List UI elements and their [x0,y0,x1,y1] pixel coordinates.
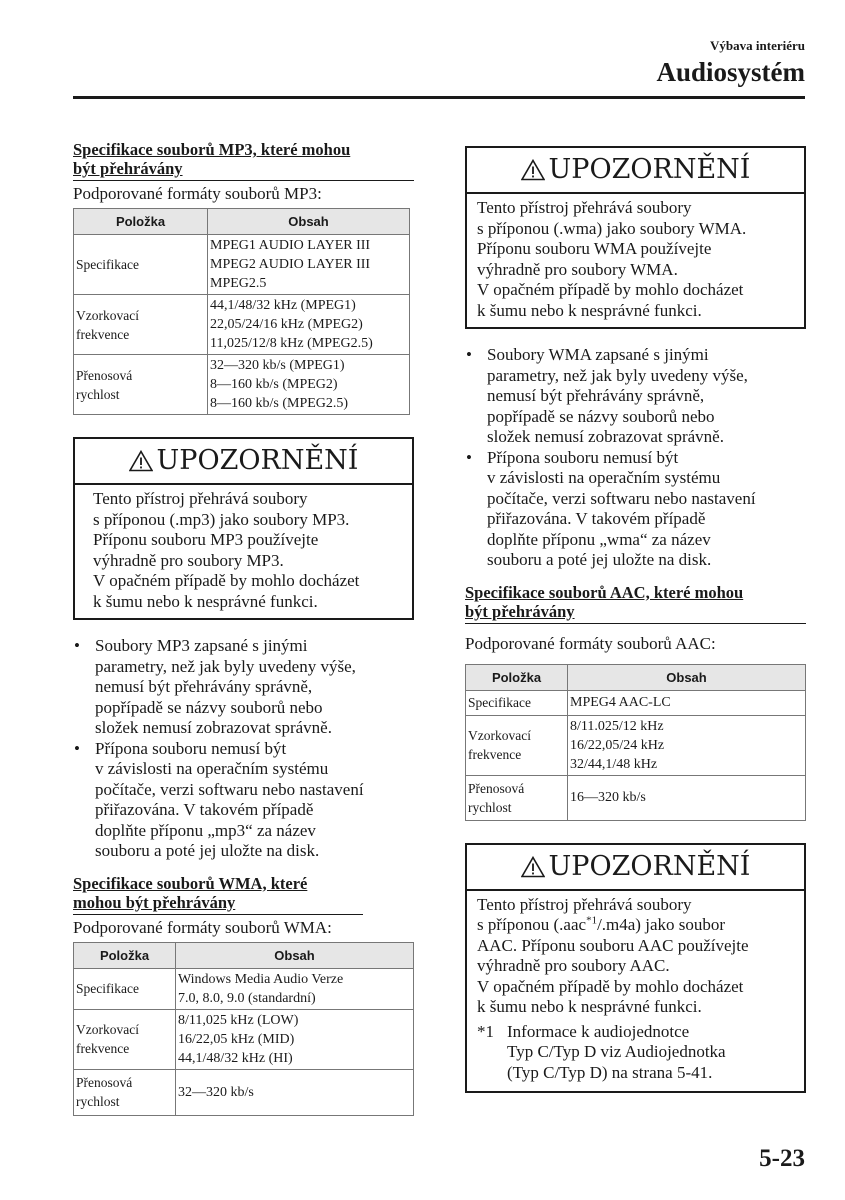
caution-line: Tento přístroj přehrává soubory [477,198,692,217]
row-label: Specifikace [74,968,176,1009]
bullet-dot-icon: • [74,636,80,655]
caution-line: výhradně pro soubory AAC. [477,956,670,975]
caution-title: UPOZORNĚNÍ [548,850,751,882]
row-label-line: Vzorkovací [468,728,531,743]
caution-line: Příponu souboru WMA používejte [477,239,712,258]
list-item-line: Soubory WMA zapsané s jinými [487,345,709,364]
column-header-item: Položka [74,209,208,235]
row-value: MPEG1 AUDIO LAYER III [210,238,371,253]
caution-line: výhradně pro soubory WMA. [477,259,678,279]
caution-line: V opačném případě by mohlo docházet [477,976,744,996]
row-values [208,295,410,355]
row-value: 7.0, 8.0, 9.0 (standardní) [178,990,316,1006]
row-value: MPEG2 AUDIO LAYER III [210,257,371,272]
row-value: 16/22,05/24 kHz [570,737,665,753]
column-header-content: Obsah [568,664,806,690]
table-row [466,715,806,775]
row-value: 8—160 kb/s (MPEG2.5) [210,396,349,411]
row-label-line: Vzorkovací [76,307,139,323]
table-row [466,690,806,715]
table-header-row [74,209,410,235]
caution-title: UPOZORNĚNÍ [548,154,751,185]
caution-line: výhradně pro soubory MP3. [93,550,284,570]
mp3-spec-table [73,208,410,415]
aac-caution-box [465,843,806,1094]
row-value: 22,05/24/16 kHz (MPEG2) [210,317,363,332]
row-label [466,715,568,775]
header-divider [73,96,805,99]
list-item-line: nemusí být přehrávány správně, [95,677,313,696]
table-row [74,355,410,415]
caution-line: k šumu nebo k nesprávné funkci. [477,300,702,320]
wma-heading-line1: Specifikace souborů WMA, které [73,873,308,893]
list-item [465,448,806,571]
caution-line-part: /.m4a) jako soubor [597,915,726,934]
list-item-line: v závislosti na operačním systému [95,759,329,778]
caution-line: k šumu nebo k nesprávné funkci. [93,591,318,611]
caution-line: s příponou (.wma) jako soubory WMA. [477,218,747,238]
column-header-content: Obsah [176,942,414,968]
footnote-line: (Typ C/Typ D) na strana 5-41. [507,1062,713,1082]
footnote [477,1022,796,1084]
caution-title: UPOZORNĚNÍ [156,445,359,476]
list-item-line: nemusí být přehrávány správně, [487,386,705,405]
column-header-item: Položka [74,942,176,968]
row-label [74,295,208,355]
list-item-line: doplňte příponu „wma“ za název [487,529,711,549]
caution-line: s příponou (.mp3) jako soubory MP3. [93,509,350,529]
row-value: 8—160 kb/s (MPEG2) [210,377,338,392]
list-item [73,739,414,862]
row-label-line: Přenosová [76,367,133,383]
row-value: 44,1/48/32 kHz (HI) [178,1050,293,1066]
row-value: 11,025/12/8 kHz (MPEG2.5) [210,336,373,351]
mp3-caution-box [73,437,414,620]
warning-triangle-icon [521,856,545,878]
caution-line [477,915,796,936]
list-item-line: v závislosti na operačním systému [487,468,721,487]
table-header-row [74,942,414,968]
warning-triangle-icon [521,159,545,181]
caution-line: Tento přístroj přehrává soubory [93,489,308,508]
list-item-line: přiřazována. V takovém případě [487,509,706,528]
row-value: 32/44,1/48 kHz [570,756,658,772]
footnote-line: Typ C/Typ D viz Audiojednotka [507,1042,726,1061]
row-value: 32—320 kb/s [178,1084,254,1100]
aac-heading-line1: Specifikace souborů AAC, které mohou [465,582,744,602]
wma-intro: Podporované formáty souborů WMA: [73,917,332,937]
table-row [466,775,806,820]
row-label-line: Přenosová [76,1074,133,1090]
row-values [176,968,414,1009]
wma-notes-list [465,345,806,571]
right-column [465,146,806,1093]
row-values [208,235,410,295]
bullet-dot-icon: • [74,738,80,758]
list-item-line: složek nemusí zobrazovat správně. [95,718,332,737]
wma-section-heading [73,874,363,915]
list-item-line: souboru a poté jej uložte na disk. [487,550,712,569]
row-label-line: frekvence [468,747,522,762]
row-label-line: rychlost [468,799,512,815]
table-row [74,235,410,295]
table-row [74,1069,414,1115]
row-values [568,715,806,775]
caution-text [75,485,412,618]
caution-header [467,845,804,891]
list-item [465,345,806,448]
row-values [176,1009,414,1069]
row-label [74,355,208,415]
mp3-heading-line2: být přehrávány [73,159,183,178]
caution-text [467,891,804,1092]
caution-line: V opačném případě by mohlo docházet [93,571,360,590]
list-item-line: složek nemusí zobrazovat správně. [487,427,724,446]
column-header-content: Obsah [208,209,410,235]
row-value: MPEG2.5 [210,276,267,291]
header-section-label: Výbava interiéru [710,38,805,53]
bullet-dot-icon: • [466,345,472,364]
aac-intro: Podporované formáty souborů AAC: [465,633,716,653]
list-item-line: počítače, verzi softwaru nebo nastavení [487,488,756,508]
row-values [568,690,806,715]
aac-heading-line2: být přehrávány [465,601,575,621]
list-item-line: přiřazována. V takovém případě [95,800,314,819]
row-value: 44,1/48/32 kHz (MPEG1) [210,298,356,313]
left-column [73,140,414,1116]
wma-caution-box [465,146,806,329]
table-row [74,968,414,1009]
row-label [74,1069,176,1115]
row-label [74,1009,176,1069]
footnote-reference: *1 [586,914,598,927]
row-value: MPEG4 AAC-LC [570,695,671,710]
caution-line: AAC. Příponu souboru AAC používejte [477,935,749,955]
row-values [208,355,410,415]
aac-section-heading [465,583,806,624]
row-values [568,775,806,820]
list-item-line: parametry, než jak byly uvedeny výše, [95,656,356,676]
caution-line: Příponu souboru MP3 používejte [93,530,319,549]
caution-header [467,148,804,194]
table-row [74,1009,414,1069]
warning-triangle-icon [129,450,153,472]
bullet-dot-icon: • [466,447,472,467]
row-value: Windows Media Audio Verze [178,971,344,987]
list-item-line: počítače, verzi softwaru nebo nastavení [95,779,364,799]
list-item-line: Přípona souboru nemusí být [487,447,679,467]
footnote-line: Informace k audiojednotce [507,1021,690,1041]
row-label: Specifikace [74,235,208,295]
list-item-line: Přípona souboru nemusí být [95,738,287,758]
aac-spec-table [465,664,806,821]
caution-line: k šumu nebo k nesprávné funkci. [477,997,702,1016]
footnote-label: *1 [477,1021,494,1041]
list-item-line: doplňte příponu „mp3“ za název [95,820,316,840]
row-value: 16—320 kb/s [570,790,646,805]
wma-heading-line2: mohou být přehrávány [73,892,236,912]
row-label: Specifikace [466,690,568,715]
list-item-line: Soubory MP3 zapsané s jinými [95,636,308,655]
caution-text [467,194,804,327]
row-value: 16/22,05 kHz (MID) [178,1031,295,1047]
table-header-row [466,664,806,690]
row-value: 8/11,025 kHz (LOW) [178,1012,299,1028]
row-value: 8/11.025/12 kHz [570,718,664,734]
list-item-line: popřípadě se názvy souborů nebo [487,406,715,426]
mp3-notes-list [73,636,414,862]
mp3-heading-line1: Specifikace souborů MP3, které mohou [73,140,351,159]
list-item-line: souboru a poté jej uložte na disk. [95,841,320,860]
caution-header [75,439,412,485]
list-item-line: popřípadě se názvy souborů nebo [95,697,323,717]
row-label-line: frekvence [76,1041,130,1056]
caution-line-part: s příponou (.aac [477,915,587,934]
column-header-item: Položka [466,664,568,690]
row-label-line: frekvence [76,326,130,342]
caution-line: V opačném případě by mohlo docházet [477,280,744,299]
row-label-line: rychlost [76,1093,120,1109]
row-label-line: rychlost [76,386,120,402]
list-item-line: parametry, než jak byly uvedeny výše, [487,365,748,385]
wma-spec-table [73,942,414,1116]
table-row [74,295,410,355]
row-values [176,1069,414,1115]
row-value: 32—320 kb/s (MPEG1) [210,358,345,373]
mp3-section-heading [73,140,414,181]
list-item [73,636,414,739]
row-label [466,775,568,820]
page-title: Audiosystém [656,57,805,87]
caution-line: Tento přístroj přehrává soubory [477,894,692,914]
page-number: 5-23 [759,1145,805,1172]
row-label-line: Vzorkovací [76,1022,139,1037]
row-label-line: Přenosová [468,780,525,796]
mp3-intro: Podporované formáty souborů MP3: [73,184,322,203]
